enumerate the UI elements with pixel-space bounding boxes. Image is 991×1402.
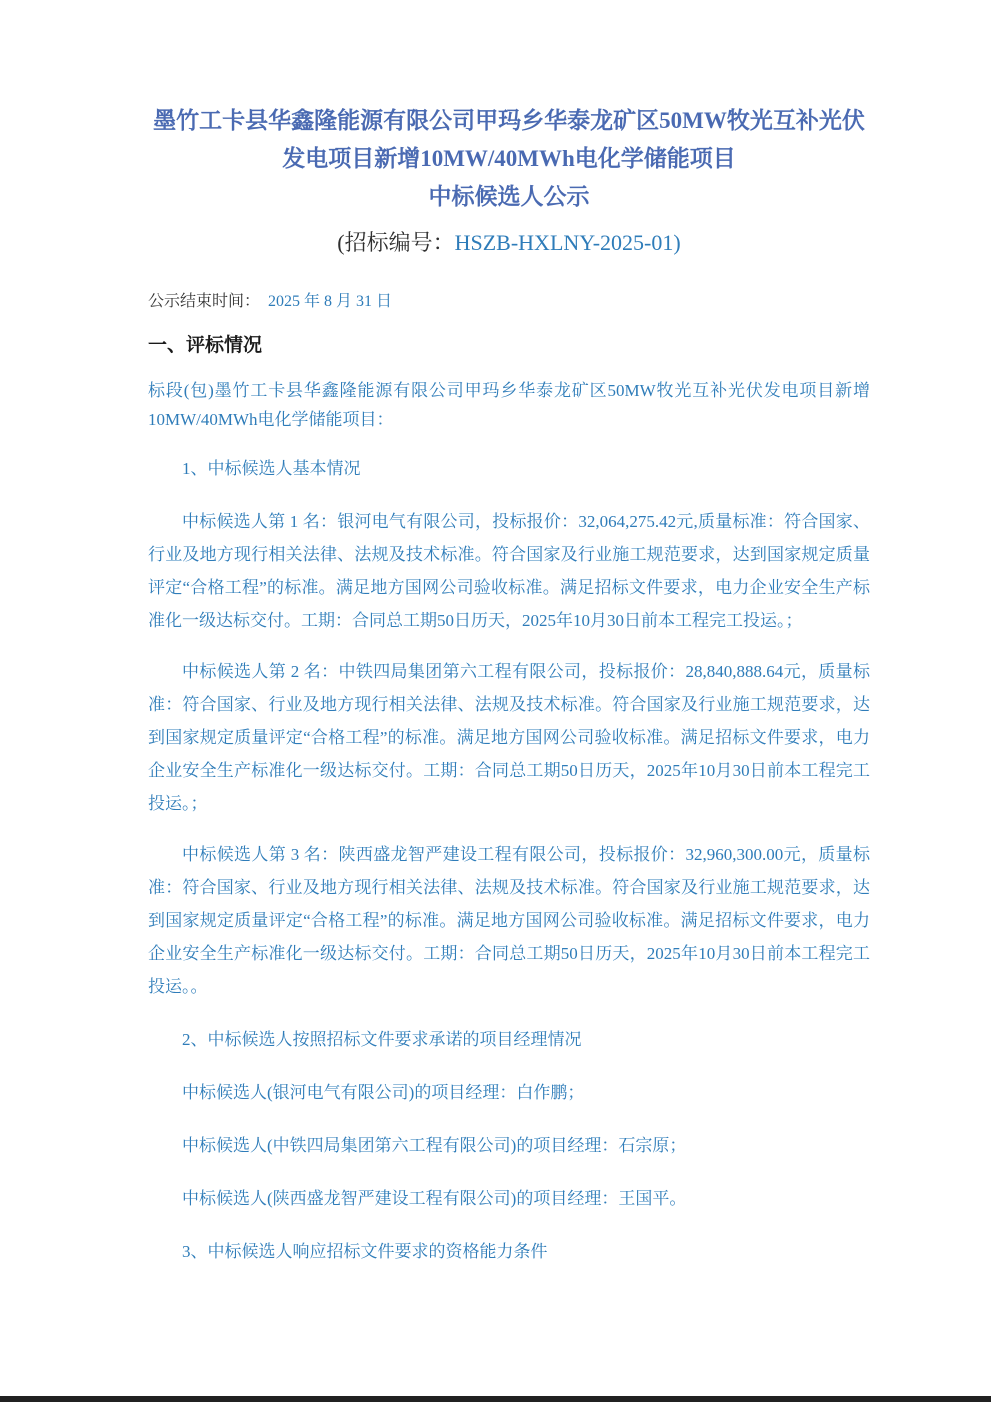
document-content (148, 0, 870, 1268)
document-title (148, 102, 870, 216)
document-title-announcement: 中标候选人公示 (428, 184, 590, 209)
window-bottom-edge (0, 1396, 991, 1402)
spacer (260, 293, 268, 310)
sub-heading-candidates: 1、中标候选人基本情况 (182, 459, 361, 478)
manager-line-3: 中标候选人(陕西盛龙智严建设工程有限公司)的项目经理：王国平。 (182, 1189, 687, 1208)
spacer (148, 1215, 870, 1235)
sub-heading-managers: 2、中标候选人按照招标文件要求承诺的项目经理情况 (182, 1030, 582, 1049)
spacer (148, 820, 870, 838)
candidate-paragraph-1: 中标候选人第 1 名：银河电气有限公司，投标报价：32,064,275.42元,质量标准：符合国家、行业及地方现行相关法律、法规及技术标准。符合国家及行业施工规范要求，达到国家规定质量评定“合格工程”的标准。满足地方国网公司验收标准。满足招标文件要求，电力企业安全生产标准化一级达标交付。工期：合同总工期50日历天，2025年10月30日前本工程完工投运。； (148, 512, 870, 630)
candidate-paragraph-2: 中标候选人第 2 名：中铁四局集团第六工程有限公司，投标报价：28,840,888.64元，质量标准：符合国家、行业及地方现行相关法律、法规及技术标准。符合国家及行业施工规范要求，达到国家规定质量评定“合格工程”的标准。满足地方国网公司验收标准。满足招标文件要求，电力企业安全生产标准化一级达标交付。工期：合同总工期50日历天，2025年10月30日前本工程完工投运。； (148, 662, 870, 813)
spacer (148, 637, 870, 655)
bid-number-line (148, 224, 870, 262)
spacer (148, 1109, 870, 1129)
sub-heading-qualification: 3、中标候选人响应招标文件要求的资格能力条件 (182, 1242, 548, 1261)
manager-line-2: 中标候选人(中铁四局集团第六工程有限公司)的项目经理：石宗原； (182, 1136, 687, 1155)
spacer (148, 1162, 870, 1182)
spacer (148, 485, 870, 505)
publicity-end-line (148, 290, 870, 314)
document-title-project: 墨竹工卡县华鑫隆能源有限公司甲玛乡华泰龙矿区50MW牧光互补光伏发电项目新增10MW/40MWh电化学储能项目 (153, 108, 865, 171)
spacer (148, 1003, 870, 1023)
spacer (148, 434, 870, 452)
manager-line-1: 中标候选人(银河电气有限公司)的项目经理：白作鹏； (182, 1083, 585, 1102)
spacer (148, 1056, 870, 1076)
candidate-paragraph-3: 中标候选人第 3 名：陕西盛龙智严建设工程有限公司，投标报价：32,960,300.00元，质量标准：符合国家、行业及地方现行相关法律、法规及技术标准。符合国家及行业施工规范要求，达到国家规定质量评定“合格工程”的标准。满足地方国网公司验收标准。满足招标文件要求，电力企业安全生产标准化一级达标交付。工期：合同总工期50日历天，2025年10月30日前本工程完工投运。。 (148, 845, 870, 996)
bid-number-value: HSZB-HXLNY-2025-01) (454, 230, 681, 255)
publicity-end-label: 公示结束时间： (148, 293, 261, 310)
section-heading-evaluation: 一、评标情况 (148, 335, 263, 356)
bid-number-prefix: (招标编号： (337, 230, 455, 255)
intro-paragraph: 标段(包)墨竹工卡县华鑫隆能源有限公司甲玛乡华泰龙矿区50MW牧光互补光伏发电项目新增10MW/40MWh电化学储能项目： (148, 381, 870, 429)
publicity-end-value: 2025 年 8 月 31 日 (268, 293, 393, 310)
